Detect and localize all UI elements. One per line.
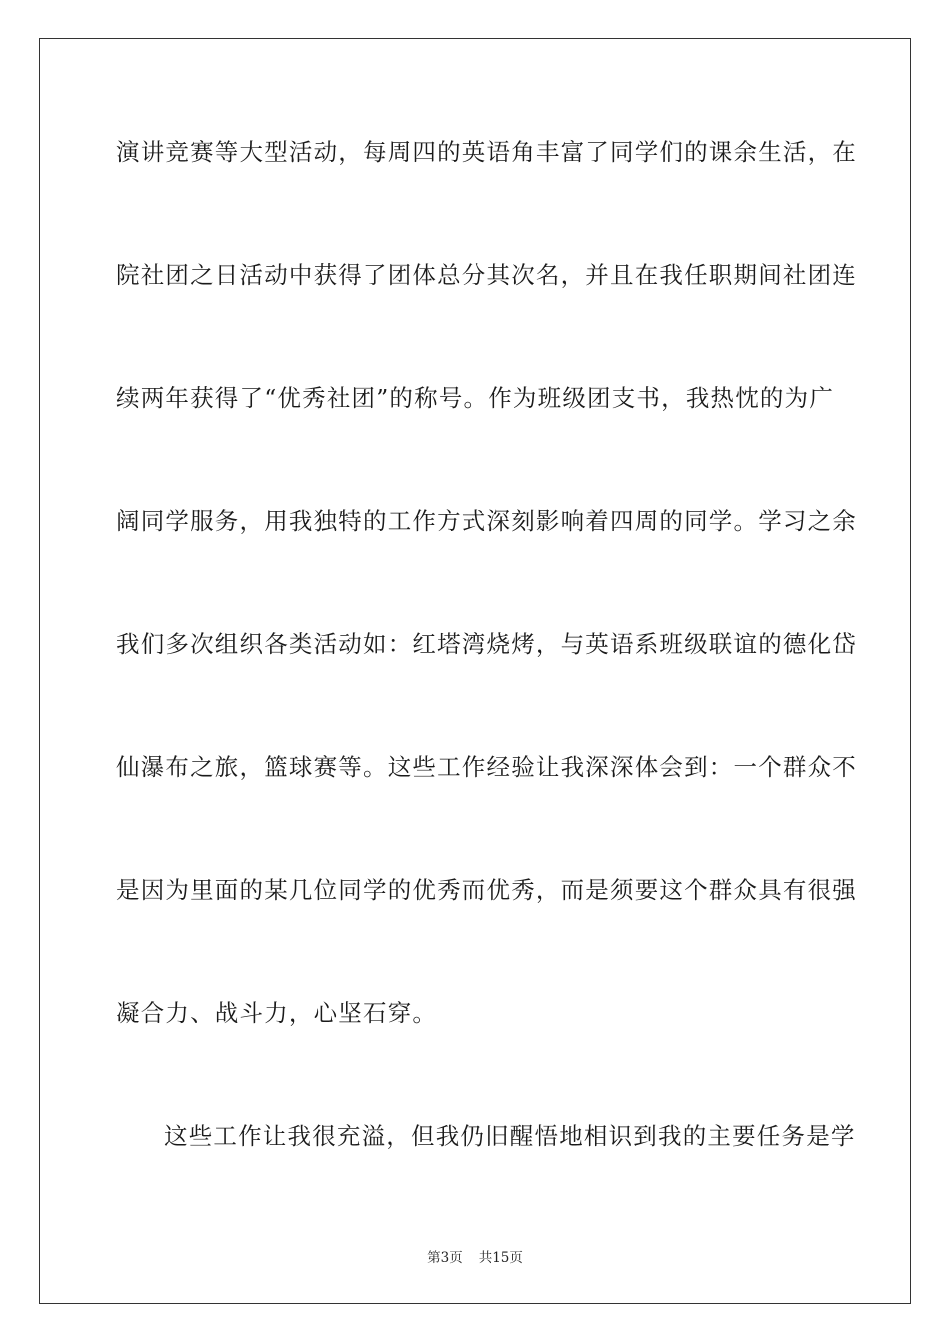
text-line-6: 仙瀑布之旅，篮球赛等。这些工作经验让我深深体会到：一个群众不 xyxy=(116,753,857,781)
text-line-3: 续两年获得了“优秀社团”的称号。作为班级团支书，我热忱的为广 xyxy=(116,384,835,412)
text-line-1: 演讲竞赛等大型活动，每周四的英语角丰富了同学们的课余生活，在 xyxy=(116,138,857,166)
page-total: 共15页 xyxy=(478,1250,523,1266)
page-number: 第3页 xyxy=(427,1250,463,1266)
text-line-4: 阔同学服务，用我独特的工作方式深刻影响着四周的同学。学习之余 xyxy=(116,507,857,535)
text-line-8: 凝合力、战斗力，心坚石穿。 xyxy=(116,999,438,1027)
text-line-5: 我们多次组织各类活动如：红塔湾烧烤，与英语系班级联谊的德化岱 xyxy=(116,630,857,658)
text-line-9-paragraph-start: 这些工作让我很充溢，但我仍旧醒悟地相识到我的主要任务是学 xyxy=(164,1122,856,1150)
document-body xyxy=(116,117,857,1224)
page-footer xyxy=(0,1246,950,1266)
text-line-2: 院社团之日活动中获得了团体总分其次名，并且在我任职期间社团连 xyxy=(116,261,857,289)
text-line-7: 是因为里面的某几位同学的优秀而优秀，而是须要这个群众具有很强 xyxy=(116,876,857,904)
